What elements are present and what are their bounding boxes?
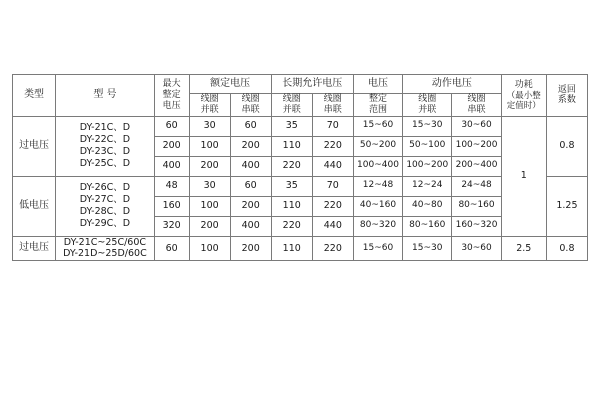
header-max-setting-voltage [154,75,189,117]
cell-type: 低电压 [13,176,56,236]
cell-rated-series: 200 [230,196,271,216]
model-line: DY-21C、D [79,122,131,134]
label-coil-series-4: 串联 [323,104,342,115]
cell-model [56,176,155,236]
header-long-coil-parallel [271,94,312,117]
cell-action-series: 30~60 [452,236,501,261]
cell-long-parallel: 220 [271,216,312,236]
cell-return-coefficient: 0.8 [546,236,587,261]
header-return-coefficient [546,75,587,117]
label-coil-parallel-5: 线圈 [418,94,437,104]
cell-long-parallel: 110 [271,236,312,261]
label-coil-series-6: 串联 [467,104,486,115]
model-line: DY-23C、D [79,146,131,158]
cell-action-series: 24~48 [452,176,501,196]
label-coil-series-2: 串联 [241,104,260,115]
specification-table [12,74,588,261]
cell-long-parallel: 35 [271,176,312,196]
cell-action-parallel: 100~200 [403,156,452,176]
cell-action-parallel: 50~100 [403,136,452,156]
header-power-sub-line2: 定值时） [506,100,541,111]
header-type: 类型 [13,75,56,117]
cell-long-parallel: 110 [271,196,312,216]
cell-action-parallel: 80~160 [403,216,452,236]
model-line: DY-25C、D [79,157,131,169]
header-return-coefficient-line1: 返回 [557,84,576,95]
cell-max-setting: 48 [154,176,189,196]
header-action-coil-parallel [403,94,452,117]
cell-max-setting: 200 [154,136,189,156]
model-line: DY-26C、D [79,182,131,194]
cell-setting-range: 50~200 [353,136,402,156]
cell-type: 过电压 [13,116,56,176]
cell-max-setting: 320 [154,216,189,236]
cell-return-coefficient: 0.8 [546,116,587,176]
header-long-term-allowed-voltage: 长期允许电压 [271,75,353,94]
label-coil-parallel-6: 并联 [418,104,437,115]
cell-action-series: 30~60 [452,116,501,136]
cell-action-parallel: 12~24 [403,176,452,196]
cell-long-series: 70 [312,176,353,196]
label-coil-parallel-2: 并联 [200,104,219,115]
cell-power: 1 [501,116,546,236]
cell-setting-range: 100~400 [353,156,402,176]
header-power [501,75,546,117]
cell-rated-series: 200 [230,236,271,261]
cell-setting-range: 12~48 [353,176,402,196]
label-coil-series-1: 线圈 [241,94,260,104]
header-long-coil-series [312,94,353,117]
model-line: DY-21C~25C/60C [63,236,147,248]
header-voltage: 电压 [353,75,402,94]
label-setting-range-1: 整定 [368,94,387,104]
cell-action-parallel: 40~80 [403,196,452,216]
cell-rated-series: 60 [230,176,271,196]
cell-rated-parallel: 100 [189,236,230,261]
cell-rated-parallel: 200 [189,156,230,176]
cell-max-setting: 400 [154,156,189,176]
model-line: DY-28C、D [79,206,131,218]
cell-action-series: 160~320 [452,216,501,236]
model-line: DY-21D~25D/60C [63,248,147,260]
cell-rated-parallel: 30 [189,176,230,196]
header-setting-range [353,94,402,117]
cell-rated-parallel: 100 [189,136,230,156]
cell-long-parallel: 110 [271,136,312,156]
label-coil-parallel-1: 线圈 [200,94,219,104]
table-row [13,236,588,261]
cell-rated-parallel: 30 [189,116,230,136]
cell-action-series: 200~400 [452,156,501,176]
header-action-coil-series [452,94,501,117]
cell-long-series: 220 [312,196,353,216]
header-action-voltage: 动作电压 [403,75,502,94]
cell-rated-parallel: 200 [189,216,230,236]
table-header [13,75,588,117]
cell-max-setting: 60 [154,116,189,136]
header-rated-coil-series [230,94,271,117]
label-coil-parallel-3: 线圈 [282,94,301,104]
cell-return-coefficient: 1.25 [546,176,587,236]
header-max-setting-voltage-line2: 整定 [162,89,181,100]
label-coil-series-3: 线圈 [323,94,342,104]
header-model: 型 号 [56,75,155,117]
cell-long-series: 440 [312,156,353,176]
cell-setting-range: 40~160 [353,196,402,216]
cell-max-setting: 60 [154,236,189,261]
label-setting-range-2: 范围 [368,104,387,115]
cell-long-parallel: 35 [271,116,312,136]
cell-setting-range: 15~60 [353,116,402,136]
cell-rated-series: 400 [230,156,271,176]
cell-rated-parallel: 100 [189,196,230,216]
label-coil-series-5: 线圈 [467,94,486,104]
cell-power: 2.5 [501,236,546,261]
cell-action-series: 100~200 [452,136,501,156]
header-max-setting-voltage-line1: 最大 [162,79,181,90]
cell-action-parallel: 15~30 [403,236,452,261]
cell-long-parallel: 220 [271,156,312,176]
cell-action-parallel: 15~30 [403,116,452,136]
cell-model [56,116,155,176]
cell-action-series: 80~160 [452,196,501,216]
header-power-label: 功耗 [514,79,533,90]
cell-model [56,236,155,261]
header-return-coefficient-line2: 系数 [557,95,576,106]
table-body [13,116,588,261]
cell-type: 过电压 [13,236,56,261]
header-power-sub-line1: （最小整 [506,90,541,101]
cell-long-series: 440 [312,216,353,236]
model-line: DY-29C、D [79,217,131,229]
cell-rated-series: 200 [230,136,271,156]
cell-setting-range: 80~320 [353,216,402,236]
header-rated-voltage: 额定电压 [189,75,271,94]
table-row [13,116,588,136]
model-line: DY-27C、D [79,194,131,206]
model-line: DY-22C、D [79,134,131,146]
cell-long-series: 220 [312,136,353,156]
cell-rated-series: 60 [230,116,271,136]
header-max-setting-voltage-line3: 电压 [162,100,181,111]
cell-setting-range: 15~60 [353,236,402,261]
header-rated-coil-parallel [189,94,230,117]
cell-max-setting: 160 [154,196,189,216]
cell-long-series: 220 [312,236,353,261]
cell-rated-series: 400 [230,216,271,236]
label-coil-parallel-4: 并联 [282,104,301,115]
cell-long-series: 70 [312,116,353,136]
